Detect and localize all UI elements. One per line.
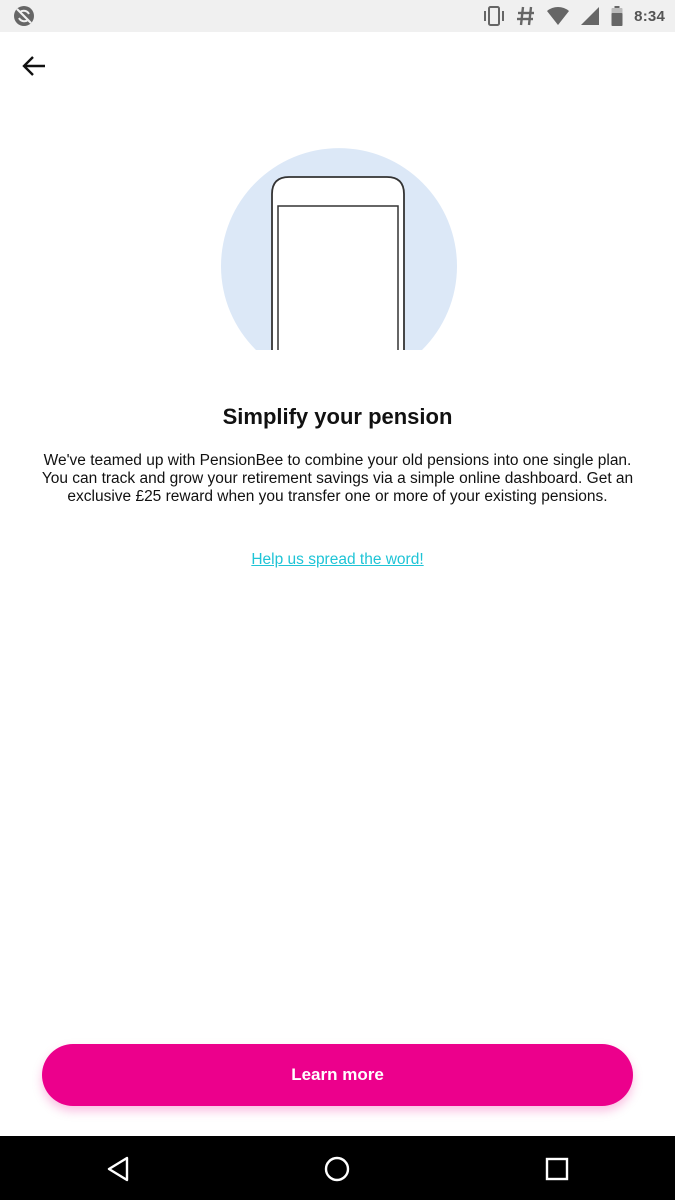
battery-icon bbox=[610, 5, 624, 27]
phone-outline-icon bbox=[272, 177, 404, 350]
vibrate-icon bbox=[482, 5, 506, 27]
arrow-left-icon bbox=[21, 55, 47, 82]
phone-illustration bbox=[220, 130, 458, 356]
spread-word-link[interactable]: Help us spread the word! bbox=[251, 551, 424, 568]
status-icons bbox=[482, 0, 665, 32]
description-text: We've teamed up with PensionBee to combine your old pensions into one single plan. You can track and grow your retirement savings via a simple online dashboard. Get an exclusive £25 reward when you transfer one or more of your existing pensions. bbox=[41, 452, 634, 505]
hash-icon bbox=[516, 5, 536, 27]
page-title: Simplify your pension bbox=[222, 404, 453, 429]
back-triangle-icon[interactable] bbox=[105, 1156, 131, 1182]
signal-icon bbox=[580, 6, 600, 26]
navigation-bar bbox=[0, 1136, 675, 1200]
learn-more-button[interactable]: Learn more bbox=[42, 1044, 633, 1106]
recents-square-icon[interactable] bbox=[544, 1156, 570, 1182]
back-button[interactable] bbox=[14, 48, 54, 88]
status-bar bbox=[0, 0, 675, 32]
home-circle-icon[interactable] bbox=[324, 1156, 350, 1182]
no-sync-icon bbox=[12, 4, 36, 28]
wifi-icon bbox=[546, 6, 570, 26]
status-clock: 8:34 bbox=[634, 7, 665, 25]
